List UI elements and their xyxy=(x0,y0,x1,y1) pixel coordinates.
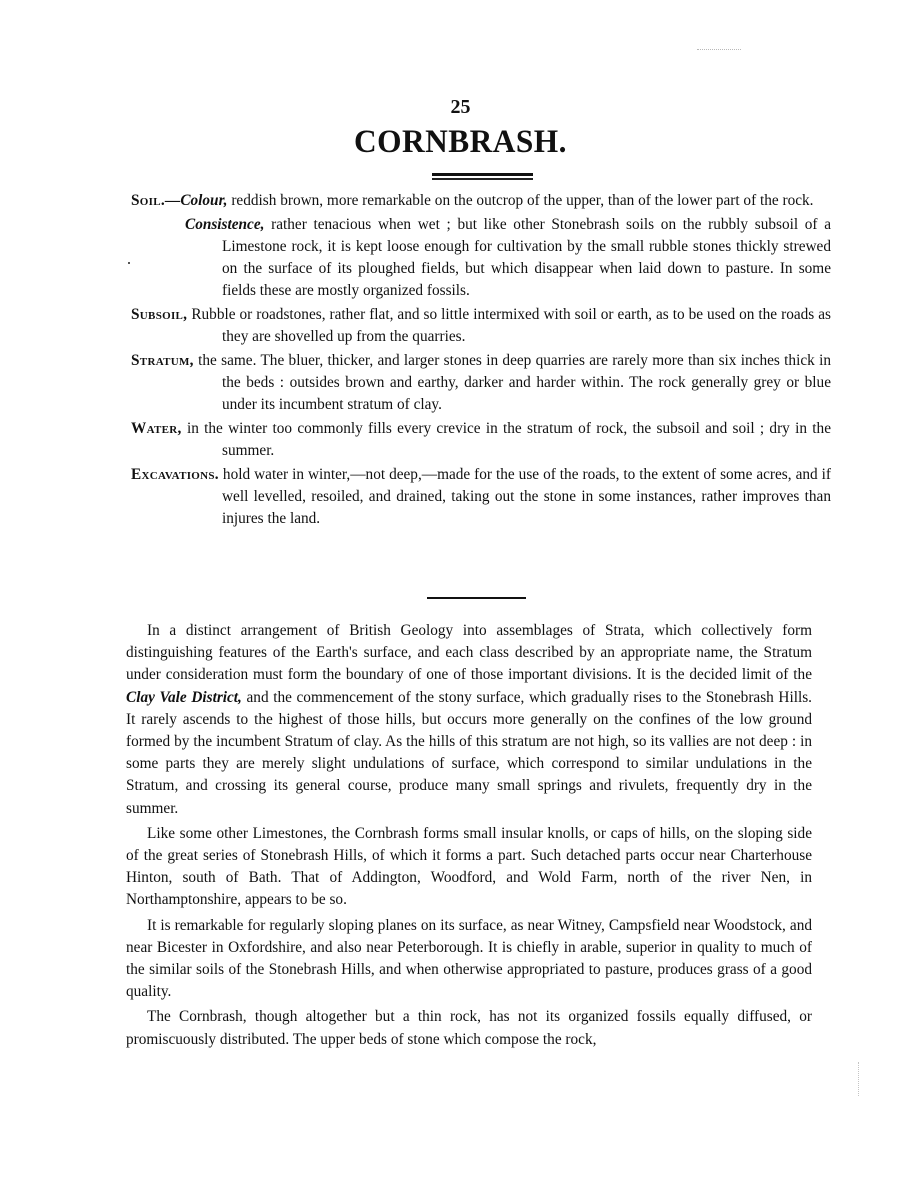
entry-consistence xyxy=(131,214,831,302)
entry-subsoil xyxy=(131,304,831,348)
entry-label: Stratum, xyxy=(131,352,194,369)
paragraph-text: The Cornbrash, though altogether but a thin rock, has not its organized fossils equally diffused, or promiscuously distributed. The upper beds of stone which compose the rock, xyxy=(126,1008,812,1048)
entry-text: Rubble or roadstones, rather flat, and so little intermixed with soil or earth, as to be used on the roads as they are shovelled up from the quarries. xyxy=(187,306,831,345)
entry-text: the same. The bluer, thicker, and larger stones in deep quarries are rarely more than six inches thick in the beds : outsides brown and earthy, darker and harder within. The rock generally grey or blue under its incumbent stratum of clay. xyxy=(193,352,831,413)
paragraph xyxy=(126,1006,812,1050)
paragraph-text: and the commencement of the stony surface, which gradually rises to the Stonebrash Hills. It rarely ascends to the highest of those hills, but occurs more generally on the confines of the low ground formed by the incumbent Stratum of clay. As the hills of this stratum are not high, so its vallies are not deep : in some parts they are merely slight undulations of surface, which correspond to similar undulations in the Stratum, and crossing its general course, produce many small springs and rivulets, frequently dry in the summer. xyxy=(126,688,812,817)
entry-label: Water, xyxy=(131,420,182,437)
section-divider xyxy=(427,597,526,599)
entry-soil xyxy=(131,190,831,212)
rule-thick-line xyxy=(432,173,533,176)
entry-stratum xyxy=(131,350,831,416)
body-text xyxy=(126,620,812,1054)
entry-text: in the winter too commonly fills every crevice in the stratum of rock, the subsoil and soil ; dry in the summer. xyxy=(181,420,831,459)
entry-label: Subsoil, xyxy=(131,306,188,323)
scan-artifact xyxy=(858,1062,860,1096)
paragraph-italic: Clay Vale District, xyxy=(126,688,242,706)
title-double-rule xyxy=(432,173,533,181)
paragraph xyxy=(126,915,812,1004)
paragraph xyxy=(126,823,812,912)
paragraph-text: Like some other Limestones, the Cornbrash forms small insular knolls, or caps of hills, on the sloping side of the great series of Stonebrash Hills, of which it forms a part. Such detached parts occur near Charterhouse Hinton, south of Bath. That of Addington, Woodford, and Wold Farm, north of the river Nen, in Northamptonshire, appears to be so. xyxy=(126,824,812,909)
entry-label: Soil. xyxy=(131,192,166,209)
page-title: CORNBRASH. xyxy=(354,124,567,160)
entry-water xyxy=(131,418,831,462)
page-number: 25 xyxy=(450,96,471,118)
paragraph-text: In a distinct arrangement of British Geology into assemblages of Strata, which collectively form distinguishing features of the Earth's surface, and each class described by an appropriate name, the Stratum under consideration must form the boundary of one of those important divisions. It is the decided limit of the xyxy=(126,622,812,684)
entry-text: hold water in winter,—not deep,—made for the use of the roads, to the extent of some acres, and if well levelled, resoiled, and drained, taking out the stone in some instances, rather improves than injures the land. xyxy=(218,466,831,527)
entry-term: Consistence, xyxy=(185,216,265,233)
entry-separator: — xyxy=(165,192,181,209)
scan-artifact xyxy=(697,49,741,51)
soil-description-list xyxy=(131,190,831,532)
entry-text: reddish brown, more remarkable on the outcrop of the upper, than of the lower part of the rock. xyxy=(227,192,814,209)
entry-excavations xyxy=(131,464,831,530)
rule-thin-line xyxy=(432,178,533,180)
entry-text: rather tenacious when wet ; but like other Stonebrash soils on the rubbly subsoil of a Limestone rock, it is kept loose enough for cultivation by the small rubble stones thickly strewed on the surface of its ploughed fields, but which disappear when laid down to pasture. In some fields these are mostly organized fossils. xyxy=(222,216,831,299)
entry-label: Excavations. xyxy=(131,466,219,483)
entry-term: Colour, xyxy=(180,192,228,209)
paragraph xyxy=(126,620,812,820)
paragraph-text: It is remarkable for regularly sloping planes on its surface, as near Witney, Campsfield near Woodstock, and near Bicester in Oxfordshire, and also near Peterborough. It is chiefly in arable, superior in quality to much of the similar soils of the Stonebrash Hills, and when otherwise appropriated to pasture, produces grass of a good quality. xyxy=(126,916,812,1001)
scan-artifact xyxy=(128,262,130,264)
